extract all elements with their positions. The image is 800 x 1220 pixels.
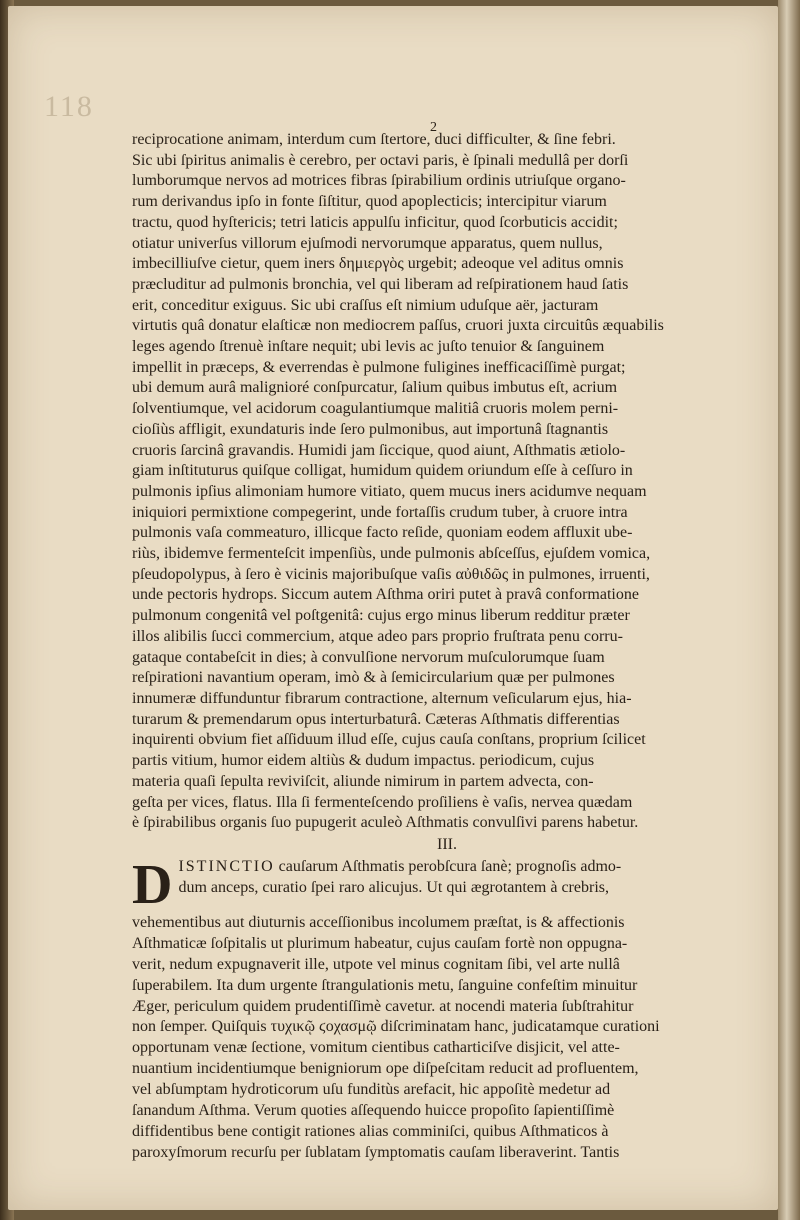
text-line: ſolventiumque, vel acidorum coagulantiumque malitiâ cruoris molem perni- bbox=[132, 400, 619, 418]
text-line: imbecilliuſve cietur, quem iners δημιεργὸς urgebit; adeoque vel aditus omnis bbox=[132, 255, 624, 273]
text-line: ſanandum Aſthma. Verum quoties aſſequendo huicce propoſito ſapientiſſimè bbox=[132, 1102, 615, 1120]
text-line: Sic ubi ſpiritus animalis è cerebro, per octavi paris, è ſpinali medullâ per dorſi bbox=[132, 151, 629, 169]
section-number: III. bbox=[437, 835, 457, 853]
text-line: giam inſtituturus quiſque colligat, humidum quidem oriundum eſſe à ceſſuro in bbox=[132, 462, 633, 480]
text-line: Æger, periculum quidem prudentiſſimè cavetur. at nocendi materia ſubſtrahitur bbox=[132, 997, 634, 1015]
text-line: pulmonis vaſa commeaturo, illicque facto reſide, quoniam eodem affluxit ube- bbox=[132, 524, 633, 542]
text-line: paroxyſmorum recurſu per ſublatam ſymptomatis cauſam liberaverint. Tantis bbox=[132, 1143, 620, 1161]
text-line: unde pectoris hydrops. Siccum autem Aſthma oriri putet à pravâ conformatione bbox=[132, 586, 639, 604]
text-line-content: cauſarum Aſthmatis perobſcura ſanè; prognoſis admo- bbox=[278, 857, 622, 875]
text-line: reciprocatione animam, interdum cum ſtertore, duci difficulter, & ſine febri. bbox=[132, 131, 616, 148]
text-line: ubi demum aurâ malignioré conſpurcatur, ſalium quibus imbutus eſt, acrium bbox=[132, 379, 618, 397]
text-line: virtutis quâ donatur elaſticæ non mediocrem paſſus, cruori juxta circuitûs æquabilis bbox=[132, 317, 664, 335]
text-line: partis vitium, humor eidem altiùs & dudum impactus. periodicum, cujus bbox=[132, 752, 595, 770]
text-line: illos alibilis ſucci commercium, atque adeo pars proprio fruſtrata penu corru- bbox=[132, 627, 623, 645]
text-line: opportunam venæ ſectione, vomitum cientibus catharticiſve disjicit, vel atte- bbox=[132, 1039, 620, 1057]
text-line: cioſiùs affligit, exundaturis inde ſero pulmonibus, aut importunâ ſtagnantis bbox=[132, 420, 609, 438]
text-line: pſeudopolypus, à ſero è vicinis majoribuſque vaſis αὐθιδῶς in pulmones, irruenti, bbox=[132, 565, 650, 583]
text-line: geſta per vices, flatus. Illa ſi fermenteſcendo proſiliens è vaſis, nervea quædam bbox=[132, 793, 633, 811]
text-line: inquirenti obvium fiet aſſiduum illud eſſe, cujus cauſa conſtans, proprium ſcilicet bbox=[132, 731, 646, 749]
text-line: nuantium incidentiumque benigniorum ope diſpeſcitam reducit ad profluentem, bbox=[132, 1060, 639, 1078]
text-line: ſuperabilem. Ita dum urgente ſtrangulationis metu, ſanguine confeſtim minuitur bbox=[132, 976, 638, 994]
text-line: cruoris ſarcinâ gravandis. Humidi jam ſiccique, quod aiunt, Aſthmatis ætiolo- bbox=[132, 441, 626, 459]
text-line: verit, nedum expugnaverit ille, utpote vel minus cognitam ſibi, vel arte nullâ bbox=[132, 955, 620, 973]
text-line: rum derivandus ipſo in fonte ſiſtitur, quod apoplecticis; intercipitur viarum bbox=[132, 193, 607, 211]
text-line: iniquiori permixtione compegerint, unde fortaſſis crudum tuber, à cruore intra bbox=[132, 503, 628, 521]
text-line: otiatur univerſus villorum ejuſmodi nervorumque apparatus, quem nullus, bbox=[132, 234, 603, 252]
text-line: innumeræ diffunduntur fibrarum contractione, alternum veſicularum ejus, hia- bbox=[132, 689, 632, 707]
text-line: materia quaſi ſepulta reviviſcit, aliunde nimirum in partem advecta, con- bbox=[132, 772, 594, 790]
body-text bbox=[132, 130, 762, 1164]
page-edge bbox=[778, 0, 800, 1220]
text-line: præcluditur ad pulmonis bronchia, vel qui liberam ad reſpirationem haud ſatis bbox=[132, 275, 629, 293]
text-line: leges agendo ſtrenuè inſtare nequit; ubi levis ac juſto tenuior & ſanguinem bbox=[132, 338, 605, 356]
text-line: è ſpirabilibus organis ſuo pupugerit aculeò Aſthmatis convulſivi parens habetur. bbox=[132, 814, 639, 832]
paragraph-2 bbox=[132, 853, 762, 1164]
paragraph-2-lines bbox=[132, 913, 762, 1164]
paragraph-1 bbox=[132, 130, 762, 834]
text-line: pulmonum congenitâ vel poſtgenitâ: cujus ergo minus liberum redditur præter bbox=[132, 607, 630, 625]
text-line: dum anceps, curatio ſpei raro alicujus. Ut qui ægrotantem à crebris, bbox=[178, 878, 609, 896]
text-line: reſpirationi navantium operam, imò & à ſemicircularium quæ per pulmones bbox=[132, 669, 615, 687]
text-line bbox=[132, 857, 762, 878]
text-line: non ſemper. Quiſquis τυχικῷ ϛοχασμῷ diſcriminatam hanc, judicatamque curationi bbox=[132, 1018, 660, 1036]
text-line: pulmonis ipſius alimoniam humore vitiato, quem mucus iners acidumve nequam bbox=[132, 482, 647, 500]
text-line: Aſthmaticæ ſoſpitalis ut plurimum habeatur, cujus cauſam fortè non oppugna- bbox=[132, 934, 628, 952]
drop-cap: D bbox=[132, 853, 173, 916]
text-line: impellit in præceps, & everrendas è pulmone fuligines inefficaciſſimè purgat; bbox=[132, 358, 626, 376]
marginal-note: 118 bbox=[44, 90, 94, 123]
text-line: vel abſumptam hydroticorum uſu funditùs arefacit, hic appoſitè medetur ad bbox=[132, 1081, 611, 1099]
text-line: riùs, ibidemve fermenteſcit impenſiùs, unde pulmonis abſceſſus, ejuſdem vomica, bbox=[132, 545, 651, 563]
text-line: erit, conceditur exiguus. Sic ubi craſſus eſt nimium uduſque aër, jacturam bbox=[132, 296, 599, 314]
text-line: vehementibus aut diuturnis acceſſionibus incolumem præſtat, is & affectionis bbox=[132, 913, 625, 931]
section-opening-word: ISTINCTIO bbox=[178, 857, 275, 875]
text-line: diffidentibus bene contigit rationes alias comminiſci, quibus Aſthmaticos à bbox=[132, 1122, 609, 1140]
text-line: turarum & premendarum opus interturbaturâ. Cæteras Aſthmatis differentias bbox=[132, 710, 620, 728]
page-number: 2 bbox=[430, 120, 437, 135]
text-line: lumborumque nervos ad motrices fibras ſpirabilium ordinis utriuſque organo- bbox=[132, 172, 626, 190]
text-line: tractu, quod hyſtericis; tetri laticis appulſu inficitur, quod ſcorbuticis accidit; bbox=[132, 213, 618, 231]
text-line: gataque contabeſcit in dies; à convulſione nervorum muſculorumque ſuam bbox=[132, 648, 605, 666]
